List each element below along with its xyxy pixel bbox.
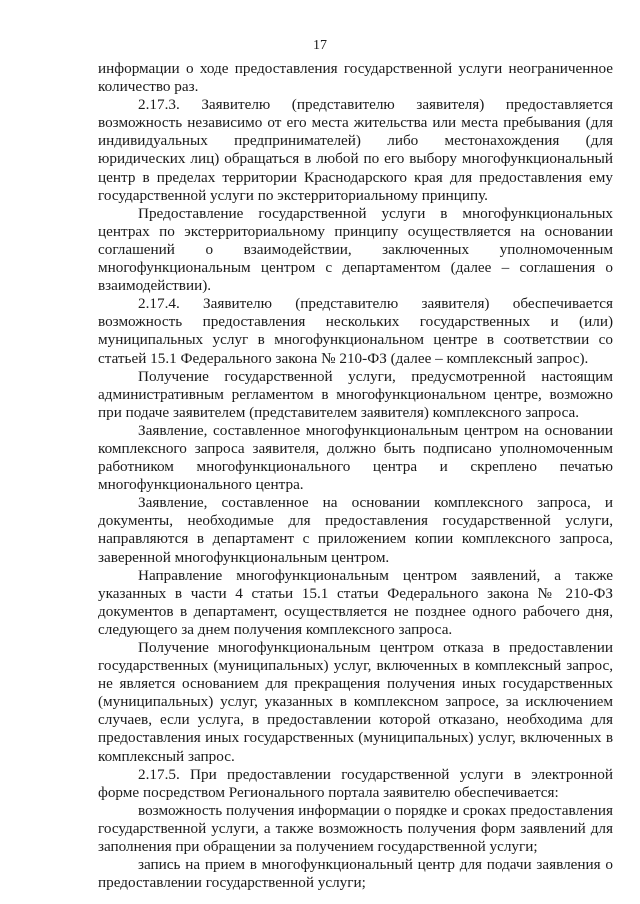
paragraph: Заявление, составленное многофункциональным центром на основании комплексного запроса заявителя, должно быть подписано уполномоченным работником многофункционального центра и скреплено печатью многофункционального центра. [98, 421, 613, 494]
paragraph: возможность получения информации о порядке и сроках предоставления государственной услуги, а также возможность получения форм заявлений для заполнения при обращении за получением государственной услуги; [98, 801, 613, 856]
document-body [98, 60, 613, 892]
page-number: 17 [313, 38, 327, 53]
paragraph: информации о ходе предоставления государственной услуги неограниченное количество раз. [98, 60, 613, 96]
paragraph: Получение государственной услуги, предусмотренной настоящим административным регламентом в многофункциональном центре, возможно при подаче заявителем (представителем заявителя) комплексного запроса. [98, 367, 613, 421]
paragraph: Получение многофункциональным центром отказа в предоставлении государственных (муниципальных) услуг, включенных в комплексный запрос, не является основанием для прекращения получения иных государственных (муниципальных) услуг, указанных в комплексном запросе, за исключением случаев, если услуга, в предоставлении которой отказано, необходима для предоставления иных государственных (муниципальных) услуг, включенных в комплексный запрос. [98, 639, 613, 765]
paragraph: Направление многофункциональным центром заявлений, а также указанных в части 4 статьи 15.1 статьи Федерального закона № 210-ФЗ документов в департамент, осуществляется не позднее одного рабочего дня, следующего за днем получения комплексного запроса. [98, 566, 613, 638]
paragraph: 2.17.4. Заявителю (представителю заявителя) обеспечивается возможность предоставления нескольких государственных и (или) муниципальных услуг в многофункциональном центре в соответствии со статьей 15.1 Федерального закона № 210-ФЗ (далее – комплексный запрос). [98, 295, 613, 367]
paragraph: 2.17.5. При предоставлении государственной услуги в электронной форме посредством Регионального портала заявителю обеспечивается: [98, 765, 613, 801]
paragraph: 2.17.3. Заявителю (представителю заявителя) предоставляется возможность независимо от его места жительства или места пребывания (для индивидуальных предпринимателей) либо местонахождения (для юридических лиц) обращаться в любой по его выбору многофункциональный центр в пределах территории Краснодарского края для предоставления ему государственной услуги по экстерриториальному принципу. [98, 96, 613, 204]
paragraph: Предоставление государственной услуги в многофункциональных центрах по экстерриториальному принципу осуществляется на основании соглашений о взаимодействии, заключенных уполномоченным многофункциональным центром с департаментом (далее – соглашения о взаимодействии). [98, 204, 613, 295]
paragraph: запись на прием в многофункциональный центр для подачи заявления о предоставлении государственной услуги; [98, 856, 613, 892]
paragraph: Заявление, составленное на основании комплексного запроса, и документы, необходимые для предоставления государственной услуги, направляются в департамент с приложением копии комплексного запроса, заверенной многофункциональным центром. [98, 494, 613, 566]
